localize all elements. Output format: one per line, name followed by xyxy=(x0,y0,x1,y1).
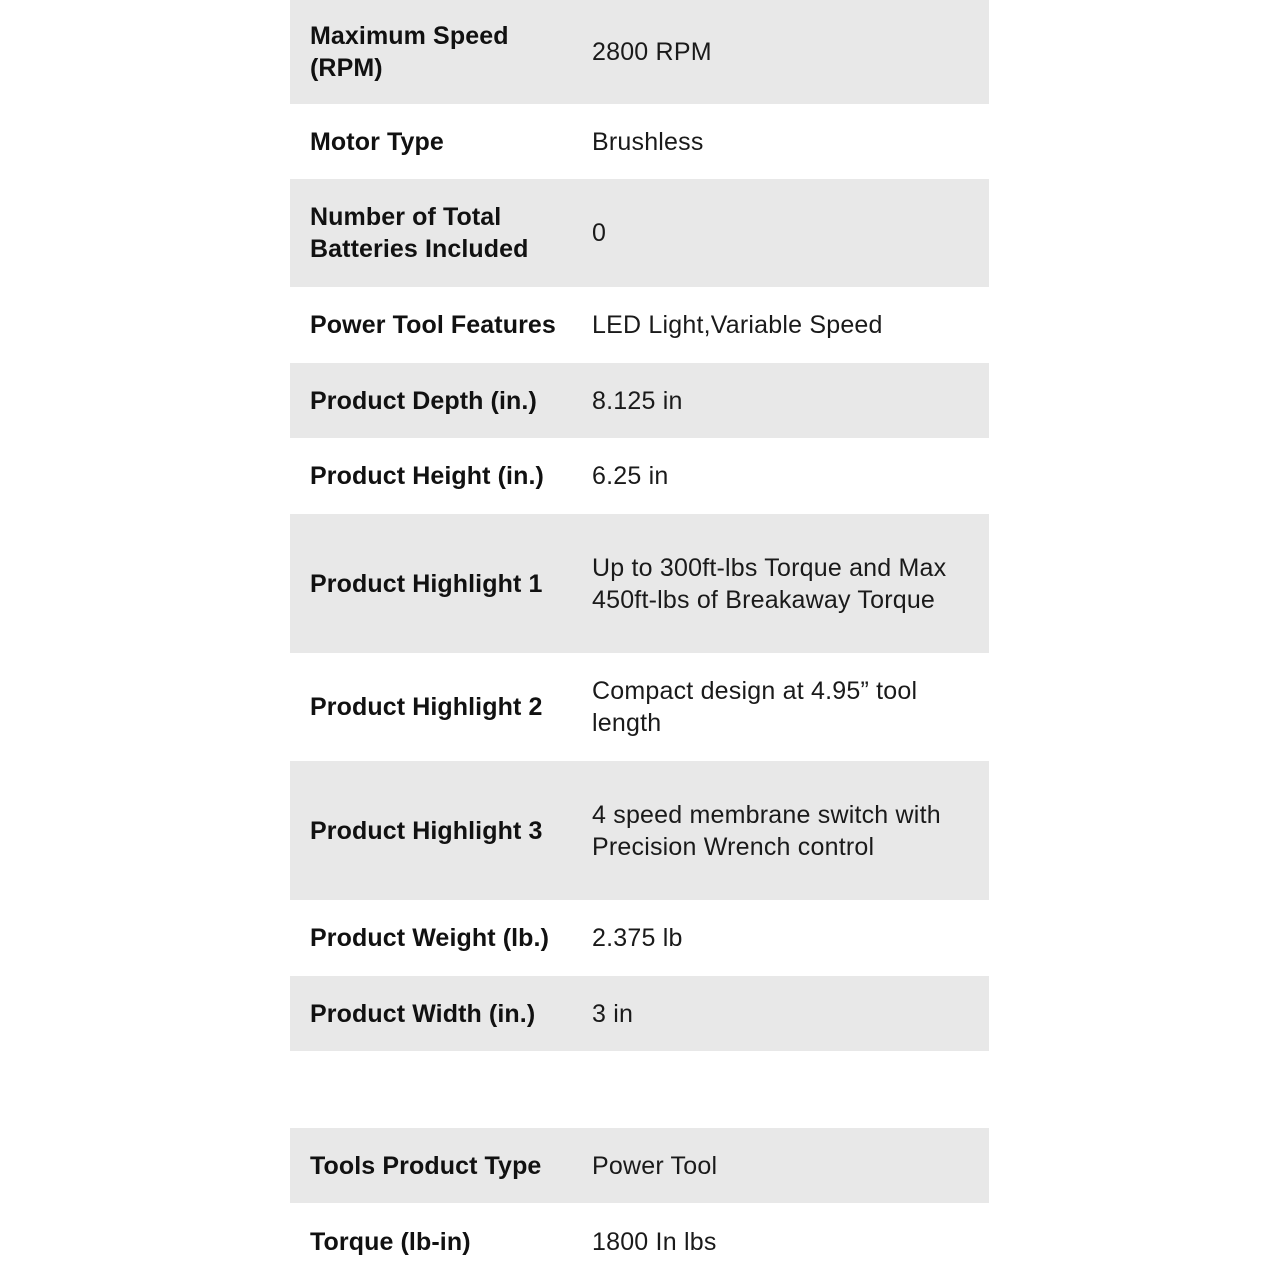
spec-label: Product Width (in.) xyxy=(310,999,536,1028)
spec-value: 0 xyxy=(592,219,607,247)
spec-label: Product Depth (in.) xyxy=(310,386,537,415)
spec-label: Tools Product Type xyxy=(310,1151,542,1180)
spec-row-product-depth xyxy=(290,363,989,438)
spec-row-tools-product-type xyxy=(290,1128,989,1203)
spec-label: Motor Type xyxy=(310,127,444,156)
spec-label: Product Weight (lb.) xyxy=(310,924,550,952)
spec-row-batteries-included xyxy=(290,179,989,287)
spec-value: 2.375 lb xyxy=(592,924,683,952)
specifications-table xyxy=(290,0,989,1051)
spec-row-maximum-speed xyxy=(290,0,989,104)
spec-row-product-height xyxy=(290,438,989,514)
spec-label: Product Height (in.) xyxy=(310,462,544,490)
spec-value: Brushless xyxy=(592,127,704,156)
spec-label: Product Highlight 2 xyxy=(310,693,543,721)
spec-value: 4 speed membrane switch with Precision Wrench control xyxy=(592,800,941,861)
spec-value: 6.25 in xyxy=(592,462,669,490)
spec-row-product-highlight-1 xyxy=(290,514,989,653)
spec-value: 1800 In lbs xyxy=(592,1227,717,1256)
spec-label: Power Tool Features xyxy=(310,311,556,339)
spec-value: Power Tool xyxy=(592,1151,718,1180)
spec-row-product-weight xyxy=(290,900,989,976)
spec-value: 8.125 in xyxy=(592,386,683,415)
spec-row-torque xyxy=(290,1203,989,1280)
spec-label: Torque (lb-in) xyxy=(310,1227,471,1256)
spec-value: LED Light,Variable Speed xyxy=(592,311,883,339)
spec-row-product-highlight-2 xyxy=(290,653,989,761)
spec-row-product-width xyxy=(290,976,989,1051)
spec-label: Product Highlight 1 xyxy=(310,569,543,598)
spec-value: Compact design at 4.95” tool length xyxy=(592,677,918,737)
spec-row-motor-type xyxy=(290,104,989,179)
spec-value: Up to 300ft-lbs Torque and Max 450ft-lbs of Breakaway Torque xyxy=(592,553,947,614)
spec-value: 2800 RPM xyxy=(592,38,712,66)
spec-row-power-tool-features xyxy=(290,287,989,363)
section-gap xyxy=(290,1052,989,1128)
additional-specifications-table xyxy=(290,1128,989,1280)
spec-label: Product Highlight 3 xyxy=(310,816,543,845)
spec-label: Maximum Speed (RPM) xyxy=(310,22,509,82)
spec-label: Number of Total Batteries Included xyxy=(310,203,529,263)
spec-row-product-highlight-3 xyxy=(290,761,989,900)
spec-value: 3 in xyxy=(592,999,634,1028)
